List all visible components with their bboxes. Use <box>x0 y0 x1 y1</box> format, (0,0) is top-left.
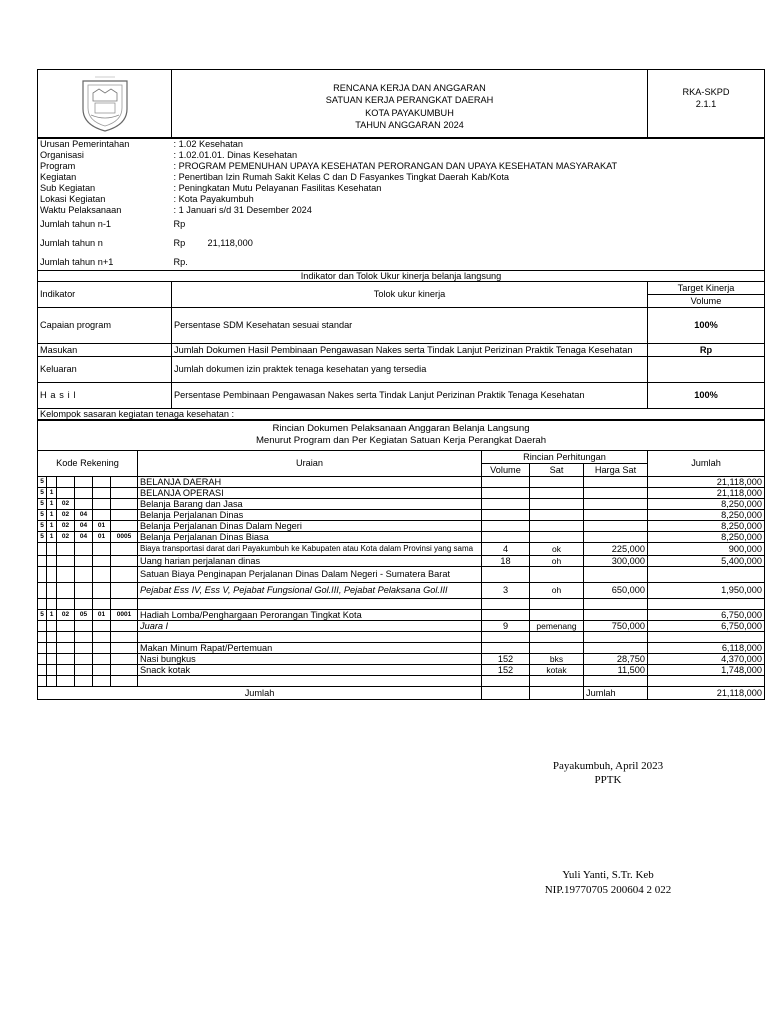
kode-segment <box>57 555 75 566</box>
rincian-row <box>38 476 765 487</box>
info-label: Waktu Pelaksanaan <box>40 205 122 215</box>
jumlah-n-1-label: Jumlah tahun n-1 <box>40 218 111 229</box>
kode-segment <box>111 664 138 675</box>
kode-segment <box>93 487 111 498</box>
info-value: : Kota Payakumbuh <box>173 194 254 204</box>
jumlah-n-rp: Rp <box>173 237 186 248</box>
harga-cell <box>584 598 648 609</box>
kode-segment: 02 <box>57 531 75 542</box>
city-seal-icon <box>75 75 135 133</box>
kode-segment: 02 <box>57 509 75 520</box>
info-label: Kegiatan <box>40 172 77 182</box>
indikator-label: H a s i l <box>38 382 172 408</box>
kode-segment: 04 <box>75 520 93 531</box>
rincian-row <box>38 675 765 686</box>
document-title <box>172 70 648 138</box>
uraian-cell: Pejabat Ess IV, Ess V, Pejabat Fungsional Gol.III, Pejabat Pelaksana Gol.III <box>138 582 482 598</box>
kode-segment <box>38 598 47 609</box>
sat-cell <box>530 498 584 509</box>
kode-segment: 04 <box>75 509 93 520</box>
jumlah-n+1-label: Jumlah tahun n+1 <box>40 256 114 267</box>
harga-cell: 750,000 <box>584 620 648 631</box>
kode-segment <box>111 520 138 531</box>
info-value: : 1 Januari s/d 31 Desember 2024 <box>173 205 312 215</box>
kode-segment <box>111 653 138 664</box>
kode-segment <box>75 642 93 653</box>
jumlah-cell: 1,950,000 <box>648 582 765 598</box>
jumlah-cell: 4,370,000 <box>648 653 765 664</box>
kode-segment: 1 <box>47 509 57 520</box>
kode-segment <box>57 675 75 686</box>
signature-place-date: Payakumbuh, April 2023 <box>552 760 664 772</box>
sat-cell <box>530 509 584 520</box>
target-volume <box>648 356 765 382</box>
header-table <box>37 69 765 138</box>
sat-cell <box>530 531 584 542</box>
volume-cell <box>482 566 530 582</box>
harga-cell: 11,500 <box>584 664 648 675</box>
kode-segment <box>111 509 138 520</box>
signature-name: Yuli Yanti, S.Tr. Keb <box>562 869 654 881</box>
rincian-row <box>38 582 765 598</box>
jumlah-cell: 6,750,000 <box>648 620 765 631</box>
indikator-table <box>37 270 765 420</box>
kode-segment <box>93 542 111 555</box>
sat-cell: bks <box>530 653 584 664</box>
kode-segment <box>38 582 47 598</box>
total-value: 21,118,000 <box>648 686 765 699</box>
kode-segment <box>38 620 47 631</box>
harga-cell <box>584 566 648 582</box>
kode-segment <box>57 487 75 498</box>
kode-segment <box>111 582 138 598</box>
jumlah-cell: 6,750,000 <box>648 609 765 620</box>
uraian-header: Uraian <box>138 450 482 476</box>
title-line-3: KOTA PAYAKUMBUH <box>365 107 454 118</box>
title-line-4: TAHUN ANGGARAN 2024 <box>355 120 464 130</box>
kode-segment <box>47 653 57 664</box>
volume-cell <box>482 642 530 653</box>
rincian-row <box>38 531 765 542</box>
info-value: : 1.02.01.01. Dinas Kesehatan <box>173 150 298 160</box>
kode-segment: 02 <box>57 520 75 531</box>
kode-segment <box>47 582 57 598</box>
uraian-cell: Belanja Perjalanan Dinas Dalam Negeri <box>138 520 482 531</box>
sat-col-header: Sat <box>530 463 584 476</box>
kode-segment <box>38 631 47 642</box>
kode-segment <box>38 675 47 686</box>
rincian-table <box>37 420 765 700</box>
kode-segment <box>93 476 111 487</box>
kode-segment <box>75 653 93 664</box>
harga-cell <box>584 642 648 653</box>
rincian-row <box>38 653 765 664</box>
uraian-cell: BELANJA DAERAH <box>138 476 482 487</box>
harga-cell: 28,750 <box>584 653 648 664</box>
sat-cell <box>530 487 584 498</box>
kode-segment: 01 <box>93 531 111 542</box>
kode-segment <box>75 566 93 582</box>
kode-rekening-header: Kode Rekening <box>38 450 138 476</box>
kode-segment: 1 <box>47 498 57 509</box>
rincian-title-2: Menurut Program dan Per Kegiatan Satuan Kerja Perangkat Daerah <box>255 435 547 446</box>
harga-cell <box>584 675 648 686</box>
kode-segment <box>93 620 111 631</box>
uraian-cell: Belanja Perjalanan Dinas <box>138 509 482 520</box>
kode-segment <box>75 487 93 498</box>
kode-segment <box>93 582 111 598</box>
kode-segment <box>75 542 93 555</box>
rincian-row <box>38 566 765 582</box>
jumlah-cell: 5,400,000 <box>648 555 765 566</box>
title-line-1: RENCANA KERJA DAN ANGGARAN <box>333 82 486 93</box>
jumlah-cell <box>648 566 765 582</box>
rincian-row <box>38 598 765 609</box>
kode-segment: 01 <box>93 520 111 531</box>
jumlah-cell: 8,250,000 <box>648 520 765 531</box>
kode-segment <box>57 598 75 609</box>
jumlah-table <box>37 216 765 270</box>
kode-segment <box>47 566 57 582</box>
kode-segment <box>47 598 57 609</box>
kode-segment <box>57 476 75 487</box>
kode-segment <box>93 598 111 609</box>
sat-cell <box>530 520 584 531</box>
kode-segment: 5 <box>38 498 47 509</box>
tolok-ukur: Persentase Pembinaan Pengawasan Nakes serta Tindak Lanjut Perizinan Praktik Tenaga Kesehatan <box>172 382 648 408</box>
uraian-cell: Makan Minum Rapat/Pertemuan <box>138 642 482 653</box>
info-label: Urusan Pemerintahan <box>38 139 172 150</box>
kode-segment: 02 <box>57 498 75 509</box>
jumlah-n-1-value: Rp <box>173 218 186 229</box>
kode-segment <box>93 566 111 582</box>
uraian-cell: Hadiah Lomba/Penghargaan Perorangan Tingkat Kota <box>138 609 482 620</box>
harga-cell <box>584 520 648 531</box>
kode-segment <box>111 498 138 509</box>
kode-segment: 0001 <box>111 609 138 620</box>
kode-segment <box>75 631 93 642</box>
logo-cell <box>38 70 172 138</box>
kode-segment <box>75 675 93 686</box>
title-line-2: SATUAN KERJA PERANGKAT DAERAH <box>325 95 494 105</box>
jumlah-cell: 21,118,000 <box>648 487 765 498</box>
jumlah-cell: 21,118,000 <box>648 476 765 487</box>
kode-segment <box>93 653 111 664</box>
kode-segment <box>111 620 138 631</box>
info-label: Program <box>40 161 76 171</box>
kode-segment <box>111 566 138 582</box>
kode-segment <box>38 664 47 675</box>
harga-cell <box>584 531 648 542</box>
kode-segment: 05 <box>75 609 93 620</box>
kode-segment <box>57 566 75 582</box>
kode-segment <box>111 487 138 498</box>
volume-cell <box>482 498 530 509</box>
info-value: : PROGRAM PEMENUHAN UPAYA KESEHATAN PERORANGAN DAN UPAYA KESEHATAN MASYARAKAT <box>173 161 618 171</box>
info-label: Organisasi <box>40 150 84 160</box>
kode-segment: 02 <box>57 609 75 620</box>
kode-segment: 5 <box>38 476 47 487</box>
kode-segment <box>57 620 75 631</box>
kode-segment <box>93 509 111 520</box>
indikator-label: Capaian program <box>38 307 172 343</box>
kode-segment <box>93 642 111 653</box>
uraian-cell <box>138 631 482 642</box>
volume-col-header: Volume <box>482 463 530 476</box>
uraian-cell: Belanja Barang dan Jasa <box>138 498 482 509</box>
info-value: : 1.02 Kesehatan <box>172 139 765 150</box>
kode-segment <box>93 631 111 642</box>
info-row <box>38 139 765 150</box>
harga-cell <box>584 476 648 487</box>
rincian-row <box>38 542 765 555</box>
volume-cell <box>482 509 530 520</box>
info-row <box>38 161 765 172</box>
harga-cell: 225,000 <box>584 542 648 555</box>
kode-segment: 1 <box>47 520 57 531</box>
jumlah-cell: 8,250,000 <box>648 509 765 520</box>
kode-segment <box>57 631 75 642</box>
uraian-cell: Snack kotak <box>138 664 482 675</box>
form-code: RKA-SKPD <box>682 87 730 97</box>
volume-cell <box>482 609 530 620</box>
kode-segment <box>47 631 57 642</box>
kode-segment <box>47 675 57 686</box>
sat-cell <box>530 476 584 487</box>
kode-segment <box>57 642 75 653</box>
kode-segment <box>47 555 57 566</box>
jumlah-cell <box>648 631 765 642</box>
kode-segment <box>111 542 138 555</box>
uraian-cell <box>138 675 482 686</box>
kode-segment <box>93 675 111 686</box>
sat-cell: ok <box>530 542 584 555</box>
harga-cell <box>584 509 648 520</box>
rincian-row <box>38 609 765 620</box>
rincian-perhitungan-header: Rincian Perhitungan <box>482 450 648 463</box>
uraian-cell: Satuan Biaya Penginapan Perjalanan Dinas Dalam Negeri - Sumatera Barat <box>138 566 482 582</box>
jumlah-cell <box>648 675 765 686</box>
kode-segment <box>93 555 111 566</box>
kode-segment: 5 <box>38 487 47 498</box>
volume-header: Volume <box>648 294 765 307</box>
sat-cell <box>530 675 584 686</box>
kode-segment <box>75 664 93 675</box>
volume-cell <box>482 598 530 609</box>
volume-cell: 3 <box>482 582 530 598</box>
sat-cell: kotak <box>530 664 584 675</box>
sat-cell <box>530 598 584 609</box>
rincian-row <box>38 664 765 675</box>
rincian-row <box>38 631 765 642</box>
kode-segment <box>111 642 138 653</box>
volume-cell <box>482 631 530 642</box>
jumlah-header: Jumlah <box>648 450 765 476</box>
tolok-ukur: Jumlah Dokumen Hasil Pembinaan Pengawasan Nakes serta Tindak Lanjut Perizinan Praktik Tenaga Kesehatan <box>172 343 648 356</box>
indikator-row <box>38 382 765 408</box>
kode-segment <box>47 476 57 487</box>
kode-segment <box>75 620 93 631</box>
kode-segment: 5 <box>38 531 47 542</box>
tolok-ukur: Persentase SDM Kesehatan sesuai standar <box>172 307 648 343</box>
info-row <box>38 194 765 205</box>
kode-segment <box>75 498 93 509</box>
kode-segment <box>111 598 138 609</box>
indikator-label: Keluaran <box>38 356 172 382</box>
harga-col-header: Harga Sat <box>584 463 648 476</box>
kode-segment <box>47 664 57 675</box>
kode-segment <box>47 620 57 631</box>
jumlah-n+1-value: Rp. <box>173 256 188 267</box>
kode-segment: 1 <box>47 531 57 542</box>
kode-segment <box>75 582 93 598</box>
harga-cell <box>584 631 648 642</box>
sat-cell <box>530 609 584 620</box>
kode-segment <box>47 642 57 653</box>
indikator-label: Masukan <box>38 343 172 356</box>
rincian-row <box>38 520 765 531</box>
volume-cell <box>482 487 530 498</box>
kode-segment <box>111 555 138 566</box>
kode-segment: 5 <box>38 509 47 520</box>
rincian-row <box>38 642 765 653</box>
harga-cell: 650,000 <box>584 582 648 598</box>
uraian-cell: Biaya transportasi darat dari Payakumbuh ke Kabupaten atau Kota dalam Provinsi yang sama <box>138 542 482 555</box>
kode-segment <box>57 582 75 598</box>
tolok-header: Tolok ukur kinerja <box>172 281 648 307</box>
indikator-header: Indikator <box>38 281 172 307</box>
volume-cell: 152 <box>482 664 530 675</box>
kode-segment <box>93 498 111 509</box>
signature-nip: NIP.19770705 200604 2 022 <box>544 884 672 896</box>
indikator-section-title: Indikator dan Tolok Ukur kinerja belanja langsung <box>38 270 765 281</box>
uraian-cell: Nasi bungkus <box>138 653 482 664</box>
jumlah-cell: 900,000 <box>648 542 765 555</box>
rincian-title <box>38 420 765 450</box>
harga-cell: 300,000 <box>584 555 648 566</box>
kode-segment <box>38 653 47 664</box>
rincian-row <box>38 620 765 631</box>
kode-segment <box>38 566 47 582</box>
kode-segment <box>75 555 93 566</box>
kode-segment: 1 <box>47 609 57 620</box>
rka-document <box>37 69 764 700</box>
indikator-row <box>38 356 765 382</box>
rincian-row <box>38 498 765 509</box>
volume-cell <box>482 520 530 531</box>
kode-segment <box>57 664 75 675</box>
kode-segment: 0005 <box>111 531 138 542</box>
uraian-cell: Juara I <box>138 620 482 631</box>
info-row <box>38 172 765 183</box>
kode-segment: 04 <box>75 531 93 542</box>
volume-cell: 18 <box>482 555 530 566</box>
volume-cell <box>482 675 530 686</box>
uraian-cell: BELANJA OPERASI <box>138 487 482 498</box>
kode-segment <box>57 653 75 664</box>
sat-cell: oh <box>530 582 584 598</box>
jumlah-cell: 8,250,000 <box>648 531 765 542</box>
rincian-row <box>38 555 765 566</box>
kode-segment <box>75 476 93 487</box>
uraian-cell: Uang harian perjalanan dinas <box>138 555 482 566</box>
harga-cell <box>584 487 648 498</box>
signature-role: PPTK <box>594 774 622 786</box>
kode-segment: 5 <box>38 520 47 531</box>
target-volume: 100% <box>648 307 765 343</box>
jumlah-cell: 8,250,000 <box>648 498 765 509</box>
target-volume: 100% <box>648 382 765 408</box>
info-row <box>38 150 765 161</box>
volume-cell: 152 <box>482 653 530 664</box>
info-label: Lokasi Kegiatan <box>40 194 106 204</box>
sat-cell <box>530 642 584 653</box>
sat-cell: pemenang <box>530 620 584 631</box>
kode-segment <box>38 542 47 555</box>
kode-segment <box>111 476 138 487</box>
kode-segment <box>111 675 138 686</box>
volume-cell <box>482 476 530 487</box>
info-value: : Peningkatan Mutu Pelayanan Fasilitas Kesehatan <box>173 183 382 193</box>
volume-cell: 9 <box>482 620 530 631</box>
total-label: Jumlah <box>38 686 482 699</box>
volume-cell <box>482 531 530 542</box>
uraian-cell: Belanja Perjalanan Dinas Biasa <box>138 531 482 542</box>
info-table <box>37 138 765 216</box>
info-row <box>38 205 765 216</box>
volume-cell: 4 <box>482 542 530 555</box>
total-label-2: Jumlah <box>584 686 648 699</box>
kode-segment <box>38 555 47 566</box>
rincian-row <box>38 509 765 520</box>
jumlah-n-label: Jumlah tahun n <box>40 237 103 248</box>
kode-segment <box>57 542 75 555</box>
rincian-title-1: Rincian Dokumen Pelaksanaan Anggaran Belanja Langsung <box>272 423 530 434</box>
kode-segment: 01 <box>93 609 111 620</box>
tolok-ukur: Jumlah dokumen izin praktek tenaga kesehatan yang tersedia <box>172 356 648 382</box>
form-number: 2.1.1 <box>695 99 717 109</box>
target-volume: Rp <box>648 343 765 356</box>
info-value: : Penertiban Izin Rumah Sakit Kelas C dan D Fasyankes Tingkat Daerah Kab/Kota <box>173 172 510 182</box>
sat-cell <box>530 566 584 582</box>
kode-segment: 1 <box>47 487 57 498</box>
target-header: Target Kinerja <box>648 281 765 294</box>
harga-cell <box>584 609 648 620</box>
indikator-row <box>38 343 765 356</box>
kelompok-sasaran: Kelompok sasaran kegiatan tenaga kesehatan : <box>38 408 765 419</box>
kode-segment <box>75 598 93 609</box>
rincian-row <box>38 487 765 498</box>
kode-segment: 5 <box>38 609 47 620</box>
sat-cell: oh <box>530 555 584 566</box>
info-label: Sub Kegiatan <box>40 183 96 193</box>
uraian-cell <box>138 598 482 609</box>
harga-cell <box>584 498 648 509</box>
jumlah-cell: 1,748,000 <box>648 664 765 675</box>
jumlah-n-value: 21,118,000 <box>207 237 253 248</box>
sat-cell <box>530 631 584 642</box>
info-row <box>38 183 765 194</box>
kode-segment <box>38 642 47 653</box>
indikator-row <box>38 307 765 343</box>
jumlah-cell: 6,118,000 <box>648 642 765 653</box>
jumlah-cell <box>648 598 765 609</box>
kode-segment <box>111 631 138 642</box>
form-code-cell <box>648 70 765 138</box>
kode-segment <box>93 664 111 675</box>
kode-segment <box>47 542 57 555</box>
